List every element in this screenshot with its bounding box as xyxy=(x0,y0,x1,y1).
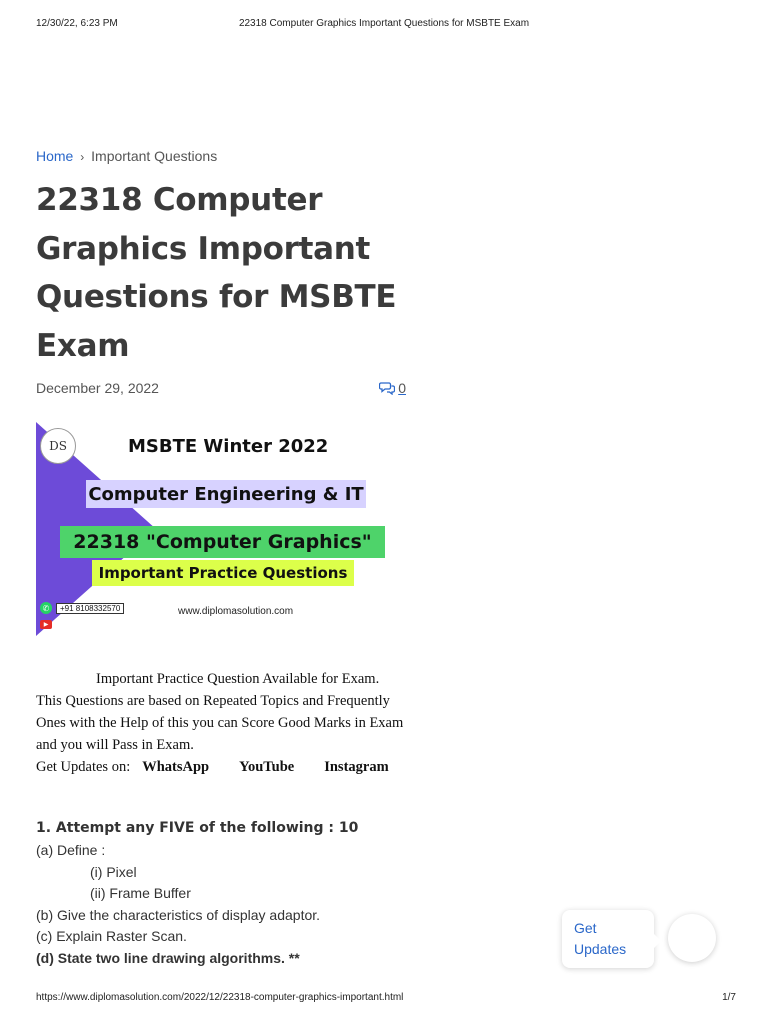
banner-course: 22318 "Computer Graphics" xyxy=(60,526,385,558)
breadcrumb-home-link[interactable]: Home xyxy=(36,148,74,164)
question-heading: 1. Attempt any FIVE of the following : 10 xyxy=(36,820,359,836)
comments-link[interactable] xyxy=(379,380,406,396)
updates-bubble-button[interactable] xyxy=(668,914,716,962)
breadcrumb-category-link[interactable]: Important Questions xyxy=(91,148,218,164)
get-updates-widget[interactable] xyxy=(562,910,654,968)
instagram-link[interactable]: Instagram xyxy=(324,759,389,775)
print-header xyxy=(36,18,732,32)
print-timestamp: 12/30/22, 6:23 PM xyxy=(36,18,118,29)
question-a: (a) Define : xyxy=(36,842,106,858)
comment-count: 0 xyxy=(398,380,406,396)
banner-youtube-channel: MSBTE Diploma Solution xyxy=(56,621,135,628)
print-url: https://www.diplomasolution.com/2022/12/22318-computer-graphics-important.html xyxy=(36,992,404,1003)
breadcrumb xyxy=(36,148,217,164)
youtube-link[interactable]: YouTube xyxy=(239,759,295,775)
banner-youtube xyxy=(40,620,135,629)
banner-practice: Important Practice Questions xyxy=(92,560,354,586)
whatsapp-icon: ✆ xyxy=(40,602,52,614)
print-page-number: 1/7 xyxy=(722,992,736,1003)
banner-title: MSBTE Winter 2022 xyxy=(128,436,329,457)
question-c: (c) Explain Raster Scan. xyxy=(36,928,187,944)
banner-phone-number: +91 8108332570 xyxy=(56,603,124,614)
get-updates-label-1: Get xyxy=(574,920,597,936)
print-page-title: 22318 Computer Graphics Important Questions for MSBTE Exam xyxy=(238,18,530,29)
site-logo: DS xyxy=(40,428,76,464)
whatsapp-link[interactable]: WhatsApp xyxy=(142,759,210,775)
intro-line-1: Important Practice Question Available for Exam. xyxy=(96,671,380,687)
question-b: (b) Give the characteristics of display adaptor. xyxy=(36,906,321,923)
banner-subtitle: Computer Engineering & IT xyxy=(86,480,366,508)
updates-label: Get Updates on: xyxy=(36,759,131,775)
post-meta xyxy=(36,380,406,400)
question-a-i: (i) Pixel xyxy=(90,863,137,880)
youtube-icon: ▶ xyxy=(40,620,52,629)
breadcrumb-separator-icon: › xyxy=(80,150,85,164)
banner-phone xyxy=(40,602,124,614)
print-footer xyxy=(36,992,736,1006)
question-d: (d) State two line drawing algorithms. ** xyxy=(36,949,300,966)
questions-section xyxy=(36,820,416,969)
intro-text xyxy=(36,668,406,778)
comments-icon xyxy=(379,381,395,395)
banner-website: www.diplomasolution.com xyxy=(178,606,294,617)
page-title: 22318 Computer Graphics Important Questions for MSBTE Exam xyxy=(36,182,397,364)
question-a-ii: (ii) Frame Buffer xyxy=(90,885,191,901)
updates-row xyxy=(36,756,406,778)
intro-body: This Questions are based on Repeated Topics and Frequently Ones with the Help of this you can Score Good Marks in Exam and you will Pass in Exam. xyxy=(36,693,404,753)
post-date: December 29, 2022 xyxy=(36,380,159,396)
featured-banner-image xyxy=(36,422,406,636)
get-updates-label-2: Updates xyxy=(574,941,627,957)
